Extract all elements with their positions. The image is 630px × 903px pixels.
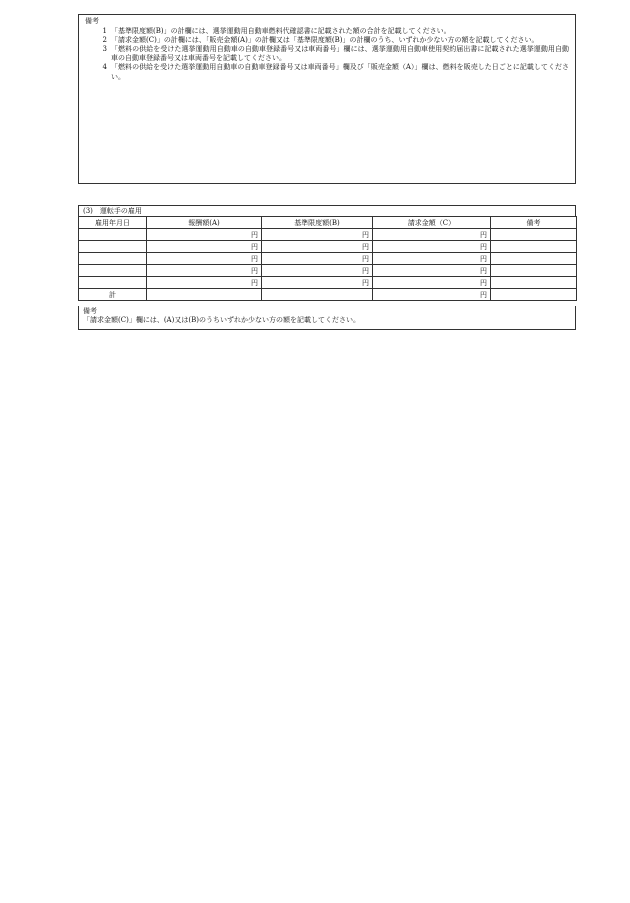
note-item — [85, 63, 569, 81]
table-row — [79, 265, 577, 277]
fee-cell[interactable]: 円 — [147, 265, 262, 277]
fee-cell[interactable]: 円 — [147, 277, 262, 289]
total-claim-cell[interactable]: 円 — [373, 289, 491, 301]
column-header-remarks: 備考 — [491, 217, 577, 229]
table-row — [79, 241, 577, 253]
note-number: 3 — [102, 45, 107, 54]
table-row — [79, 229, 577, 241]
limit-cell[interactable]: 円 — [262, 229, 373, 241]
note-item — [85, 36, 569, 45]
claim-cell[interactable]: 円 — [373, 265, 491, 277]
table-footer-note — [78, 306, 576, 330]
remarks-cell[interactable] — [491, 253, 577, 265]
claim-cell[interactable]: 円 — [373, 253, 491, 265]
hire-date-cell[interactable] — [79, 253, 147, 265]
hire-date-cell[interactable] — [79, 229, 147, 241]
remarks-cell[interactable] — [491, 277, 577, 289]
total-row — [79, 289, 577, 301]
hire-date-cell[interactable] — [79, 241, 147, 253]
note-number: 4 — [102, 63, 107, 72]
note-text: 「燃料の供給を受けた選挙運動用自動車の自動車登録番号又は車両番号」欄には、選挙運動用自動車使用契約届出書に記載された選挙運動用自動車の自動車登録番号又は車両番号を記載してください。 — [111, 45, 569, 63]
total-label: 計 — [79, 289, 147, 301]
hire-date-cell[interactable] — [79, 265, 147, 277]
section-title: (3) 運転手の雇用 — [78, 205, 576, 216]
table-row — [79, 277, 577, 289]
note-number: 1 — [102, 27, 107, 36]
fee-cell[interactable]: 円 — [147, 229, 262, 241]
limit-cell[interactable]: 円 — [262, 241, 373, 253]
note-text: 「請求金額(C)」の計欄には、「販売金額(A)」の計欄又は「基準限度額(B)」の計欄のうち、いずれか少ない方の額を記載してください。 — [111, 36, 539, 45]
notes-title: 備考 — [85, 17, 99, 25]
note-text: 「基準限度額(B)」の計欄には、選挙運動用自動車燃料代確認書に記載された額の合計を記載してください。 — [111, 27, 451, 36]
footer-note-title: 備考 — [83, 307, 97, 315]
remarks-cell[interactable] — [491, 265, 577, 277]
claim-cell[interactable]: 円 — [373, 229, 491, 241]
column-header-claim: 請求金額（C） — [373, 217, 491, 229]
column-header-fee: 報酬額(A) — [147, 217, 262, 229]
fee-cell[interactable]: 円 — [147, 253, 262, 265]
limit-cell[interactable]: 円 — [262, 265, 373, 277]
hire-date-cell[interactable] — [79, 277, 147, 289]
driver-hire-table — [78, 216, 577, 301]
claim-cell[interactable]: 円 — [373, 277, 491, 289]
limit-cell[interactable]: 円 — [262, 277, 373, 289]
note-item — [85, 27, 569, 36]
note-text: 「燃料の供給を受けた選挙運動用自動車の自動車登録番号又は車両番号」欄及び「販売金額（A）」欄は、燃料を販売した日ごとに記載してください。 — [111, 63, 569, 81]
limit-cell[interactable]: 円 — [262, 253, 373, 265]
claim-cell[interactable]: 円 — [373, 241, 491, 253]
column-header-limit: 基準限度額(B) — [262, 217, 373, 229]
note-number: 2 — [102, 36, 107, 45]
column-header-hire-date: 雇用年月日 — [79, 217, 147, 229]
table-header-row — [79, 217, 577, 229]
note-item — [85, 45, 569, 63]
total-fee-cell[interactable] — [147, 289, 262, 301]
fee-cell[interactable]: 円 — [147, 241, 262, 253]
total-limit-cell[interactable] — [262, 289, 373, 301]
table-row — [79, 253, 577, 265]
remarks-cell[interactable] — [491, 241, 577, 253]
footer-note-text: 「請求金額(C)」欄には、(A)又は(B)のうちいずれか少ない方の額を記載してください。 — [83, 316, 360, 325]
total-remarks-cell[interactable] — [491, 289, 577, 301]
remarks-cell[interactable] — [491, 229, 577, 241]
notes-box — [78, 14, 576, 184]
